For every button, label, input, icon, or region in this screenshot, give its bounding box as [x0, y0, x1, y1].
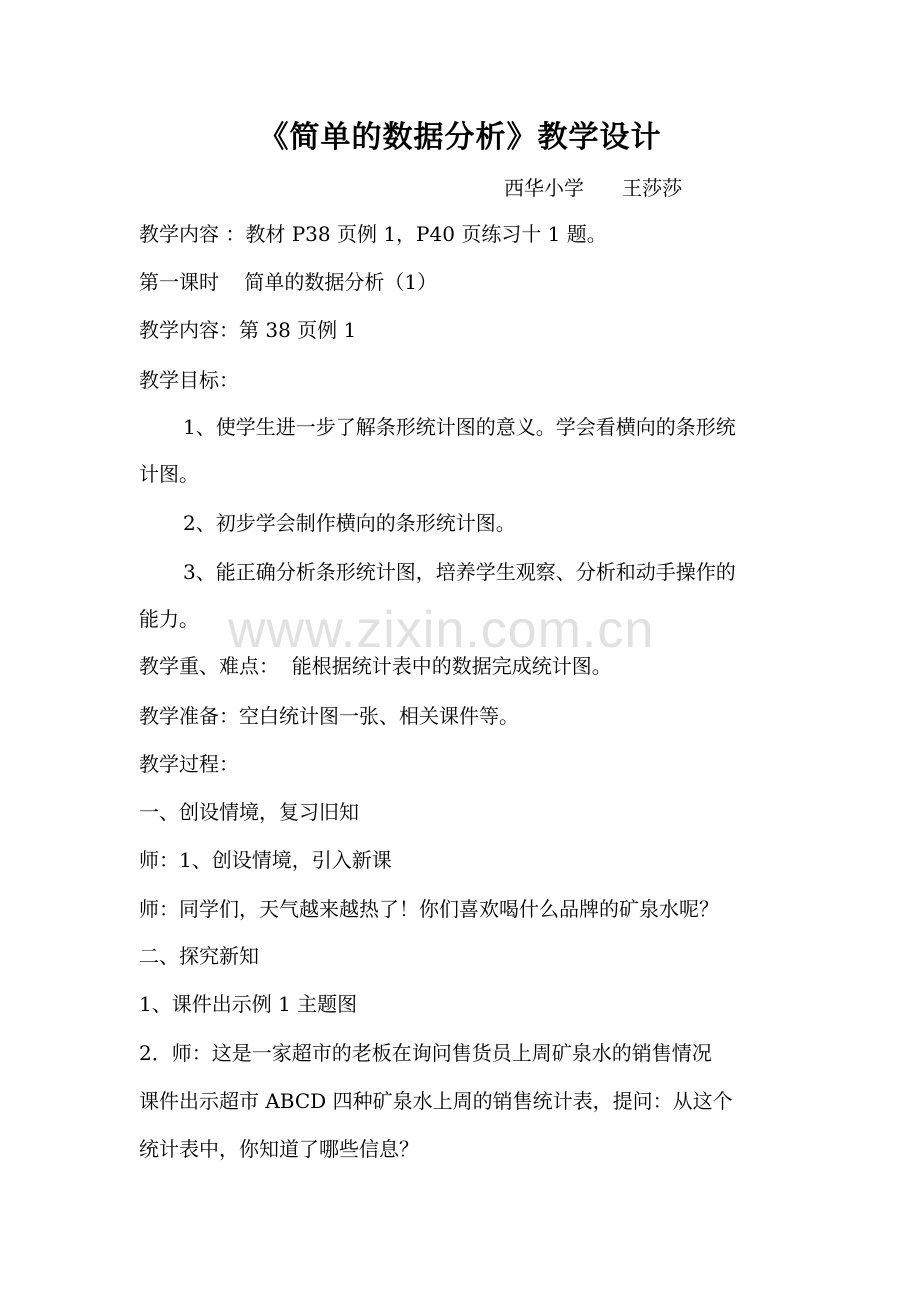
goal-3-line-b: 能力。	[139, 607, 199, 631]
teacher-line-2: 师：同学们，天气越来越热了！你们喜欢喝什么品牌的矿泉水呢？	[139, 897, 719, 921]
goal-3-line-a: 3、能正确分析条形统计图，培养学生观察、分析和动手操作的	[183, 560, 736, 584]
courseware-line-a: 课件出示超市 ABCD 四种矿泉水上周的销售统计表，提问：从这个	[139, 1089, 733, 1113]
document-title: 《简单的数据分析》教学设计	[258, 120, 662, 155]
document-author: 西华小学 王莎莎	[504, 176, 683, 200]
goal-1-line-a: 1、使学生进一步了解条形统计图的意义。学会看横向的条形统	[183, 415, 736, 439]
goal-2-line: 2、初步学会制作横向的条形统计图。	[183, 511, 516, 535]
goal-1-line-b: 计图。	[139, 462, 199, 486]
courseware-line-b: 统计表中，你知道了哪些信息？	[139, 1137, 419, 1161]
teaching-content-line: 教学内容 ：教材 P38 页例 1，P40 页练习十 1 题。	[139, 222, 607, 246]
preparation-line: 教学准备：空白统计图一张、相关课件等。	[139, 704, 519, 728]
lesson-content-line: 教学内容：第 38 页例 1	[139, 318, 357, 342]
lesson-period-line: 第一课时 简单的数据分析（1）	[139, 270, 438, 294]
step-2-line: 2．师：这是一家超市的老板在询问售货员上周矿泉水的销售情况	[139, 1041, 712, 1065]
teacher-line-1: 师：1、创设情境，引入新课	[139, 848, 392, 872]
process-heading: 教学过程：	[139, 752, 239, 776]
section-1-heading: 一、创设情境，复习旧知	[139, 800, 359, 824]
teaching-goals-heading: 教学目标：	[139, 368, 239, 392]
watermark: www.zixin.com.cn	[228, 601, 655, 659]
key-points-line: 教学重、难点： 能根据统计表中的数据完成统计图。	[139, 654, 612, 678]
step-1-line: 1、课件出示例 1 主题图	[139, 992, 358, 1016]
section-2-heading: 二、探究新知	[139, 944, 259, 968]
